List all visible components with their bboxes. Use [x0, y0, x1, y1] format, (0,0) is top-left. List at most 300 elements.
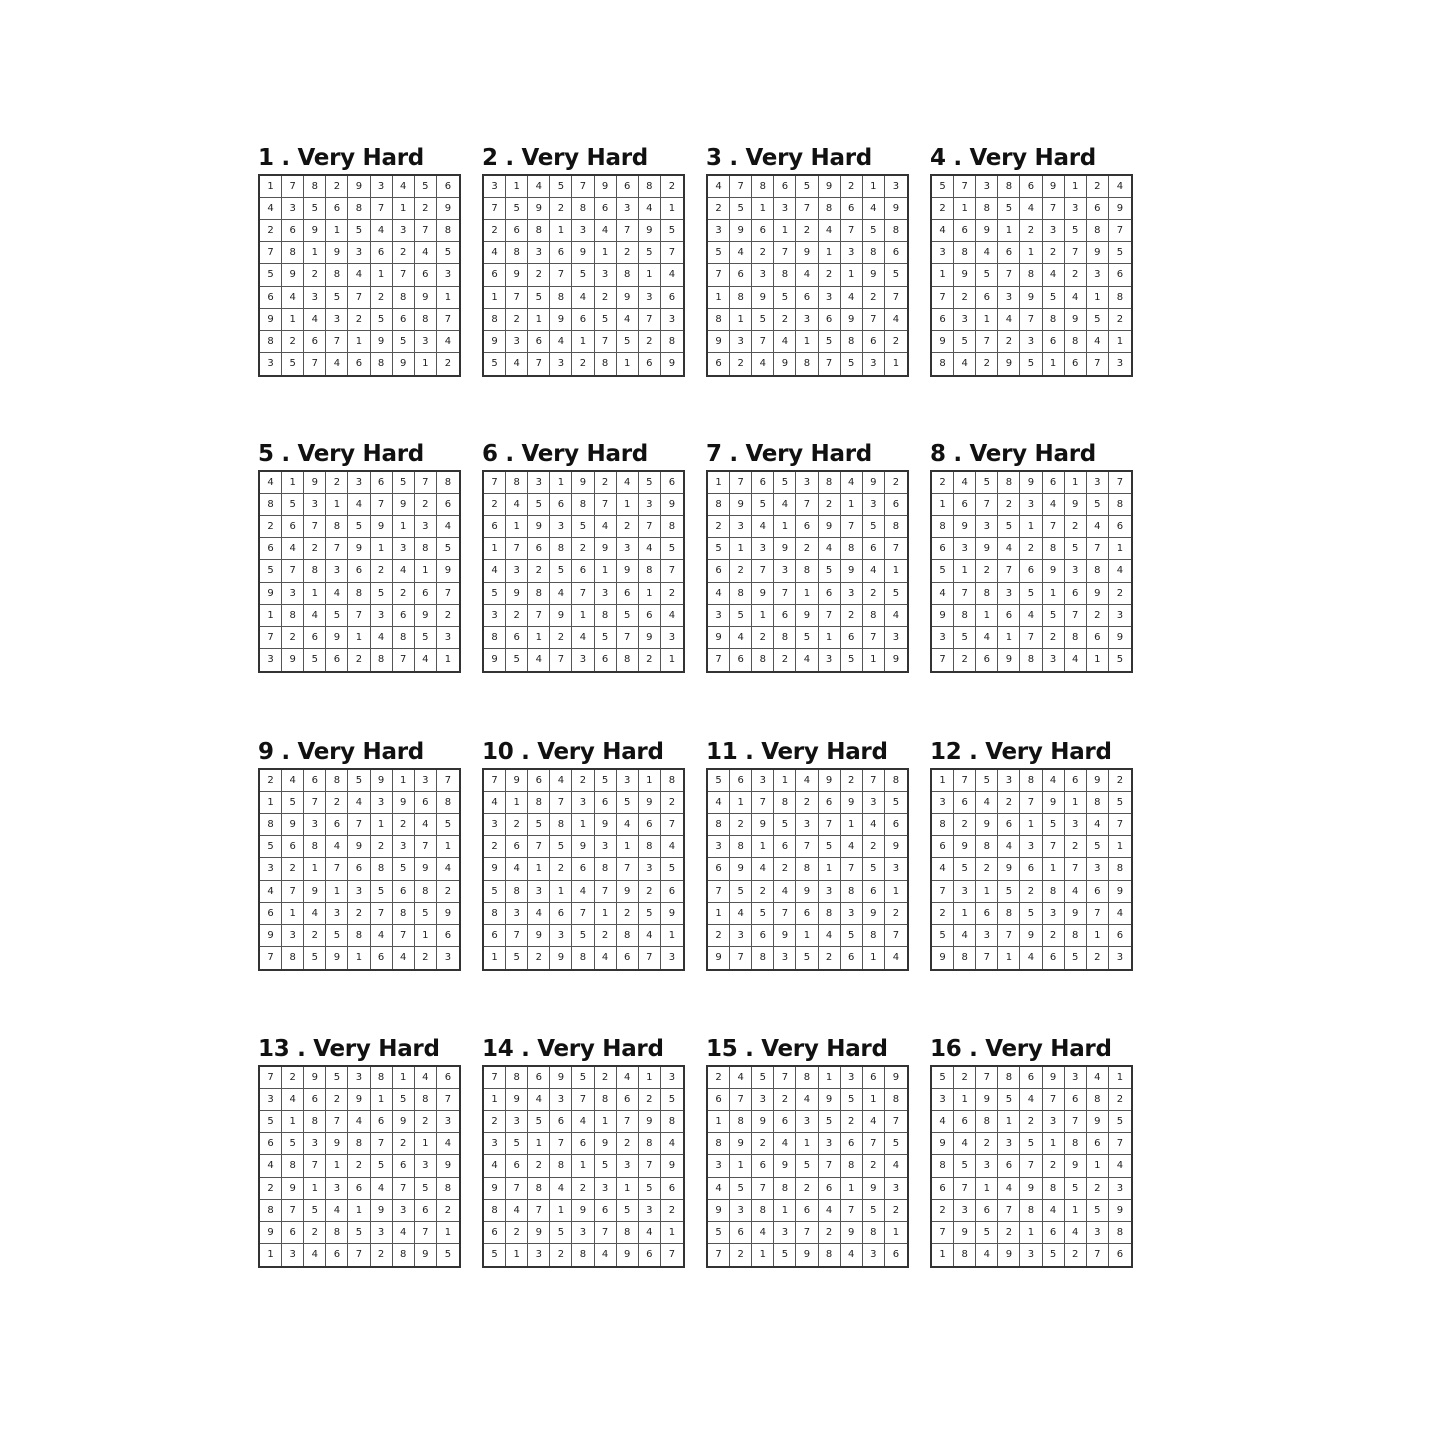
- grid-cell: 3: [484, 605, 506, 627]
- grid-cell: 8: [572, 947, 594, 969]
- grid-cell: 3: [819, 649, 841, 671]
- grid-cell: 4: [282, 770, 304, 792]
- grid-cell: 8: [572, 198, 594, 220]
- grid-cell: 4: [326, 583, 348, 605]
- grid-cell: 2: [819, 494, 841, 516]
- grid-cell: 2: [1109, 583, 1131, 605]
- grid-cell: 8: [550, 287, 572, 309]
- grid-cell: 8: [661, 770, 683, 792]
- grid-cell: 5: [885, 264, 907, 286]
- grid-cell: 8: [796, 1067, 818, 1089]
- grid-cell: 6: [708, 353, 730, 375]
- sudoku-puzzle-13: [258, 1035, 461, 1261]
- grid-cell: 7: [437, 583, 459, 605]
- grid-cell: 5: [506, 947, 528, 969]
- grid-cell: 9: [371, 516, 393, 538]
- grid-cell: 9: [528, 516, 550, 538]
- grid-cell: 3: [528, 881, 550, 903]
- grid-cell: 2: [1065, 1244, 1087, 1266]
- grid-cell: 7: [998, 264, 1020, 286]
- grid-cell: 3: [932, 627, 954, 649]
- grid-cell: 5: [708, 242, 730, 264]
- grid-cell: 4: [661, 836, 683, 858]
- grid-cell: 7: [1109, 1133, 1131, 1155]
- grid-cell: 5: [415, 627, 437, 649]
- grid-cell: 5: [506, 198, 528, 220]
- grid-cell: 6: [393, 881, 415, 903]
- grid-cell: 2: [730, 1244, 752, 1266]
- grid-cell: 9: [730, 858, 752, 880]
- grid-cell: 2: [885, 903, 907, 925]
- grid-cell: 8: [841, 538, 863, 560]
- grid-cell: 3: [1065, 198, 1087, 220]
- grid-cell: 3: [304, 1133, 326, 1155]
- grid-cell: 2: [1020, 881, 1042, 903]
- grid-cell: 6: [932, 309, 954, 331]
- grid-cell: 9: [437, 903, 459, 925]
- grid-cell: 7: [774, 242, 796, 264]
- grid-cell: 7: [998, 925, 1020, 947]
- puzzle-title: 7 . Very Hard: [706, 441, 872, 467]
- grid-cell: 7: [617, 1111, 639, 1133]
- grid-cell: 7: [437, 309, 459, 331]
- grid-cell: 1: [617, 1178, 639, 1200]
- grid-cell: 2: [841, 770, 863, 792]
- grid-cell: 7: [304, 353, 326, 375]
- grid-cell: 8: [260, 814, 282, 836]
- grid-cell: 1: [304, 242, 326, 264]
- grid-cell: 6: [954, 792, 976, 814]
- grid-cell: 9: [1087, 583, 1109, 605]
- grid-cell: 7: [885, 1111, 907, 1133]
- grid-cell: 2: [506, 814, 528, 836]
- grid-cell: 6: [1087, 881, 1109, 903]
- grid-cell: 6: [976, 287, 998, 309]
- grid-cell: 4: [954, 353, 976, 375]
- grid-cell: 4: [708, 792, 730, 814]
- grid-cell: 2: [752, 1133, 774, 1155]
- sudoku-puzzle-9: [258, 738, 461, 964]
- grid-cell: 3: [841, 242, 863, 264]
- grid-cell: 4: [1020, 198, 1042, 220]
- grid-cell: 5: [1087, 1200, 1109, 1222]
- grid-cell: 1: [393, 1067, 415, 1089]
- grid-cell: 3: [1020, 331, 1042, 353]
- grid-cell: 2: [595, 925, 617, 947]
- grid-cell: 4: [976, 627, 998, 649]
- grid-cell: 4: [304, 309, 326, 331]
- grid-cell: 6: [506, 836, 528, 858]
- grid-cell: 5: [617, 331, 639, 353]
- grid-cell: 5: [932, 176, 954, 198]
- grid-cell: 2: [932, 472, 954, 494]
- grid-cell: 6: [528, 770, 550, 792]
- grid-cell: 1: [892, 358, 900, 370]
- grid-cell: 5: [708, 538, 730, 560]
- grid-cell: 8: [774, 264, 796, 286]
- grid-cell: 3: [282, 198, 304, 220]
- grid-cell: 7: [1043, 516, 1065, 538]
- grid-cell: 8: [260, 494, 282, 516]
- grid-cell: 6: [371, 1111, 393, 1133]
- grid-cell: 6: [752, 220, 774, 242]
- grid-cell: 9: [348, 176, 370, 198]
- grid-cell: 6: [752, 1155, 774, 1177]
- grid-cell: 8: [708, 309, 730, 331]
- grid-cell: 6: [1109, 516, 1131, 538]
- grid-cell: 6: [437, 1067, 459, 1089]
- grid-cell: 6: [1065, 353, 1087, 375]
- grid-cell: 4: [976, 242, 998, 264]
- grid-cell: 5: [1043, 287, 1065, 309]
- grid-cell: 2: [885, 331, 907, 353]
- grid-cell: 8: [998, 176, 1020, 198]
- grid-cell: 8: [863, 925, 885, 947]
- grid-cell: 7: [572, 176, 594, 198]
- grid-cell: 9: [885, 1067, 907, 1089]
- grid-cell: 6: [796, 516, 818, 538]
- grid-cell: 7: [954, 583, 976, 605]
- grid-cell: 5: [796, 176, 818, 198]
- grid-cell: 3: [841, 903, 863, 925]
- grid-cell: 4: [976, 1244, 998, 1266]
- grid-cell: 6: [550, 1111, 572, 1133]
- grid-cell: 1: [774, 770, 796, 792]
- grid-cell: 7: [617, 627, 639, 649]
- grid-cell: 8: [1043, 538, 1065, 560]
- grid-cell: 4: [304, 903, 326, 925]
- grid-cell: 5: [954, 1155, 976, 1177]
- sudoku-grid: [482, 470, 685, 673]
- grid-cell: 1: [506, 792, 528, 814]
- sudoku-puzzle-7: [706, 440, 909, 666]
- grid-cell: 2: [572, 353, 594, 375]
- grid-cell: 5: [819, 1111, 841, 1133]
- grid-cell: 2: [528, 1155, 550, 1177]
- grid-cell: 8: [954, 242, 976, 264]
- grid-cell: 1: [661, 198, 683, 220]
- sudoku-grid: [482, 174, 685, 377]
- grid-cell: 4: [863, 198, 885, 220]
- grid-cell: 2: [863, 1155, 885, 1177]
- grid-cell: 1: [484, 1089, 506, 1111]
- grid-cell: 2: [1087, 947, 1109, 969]
- grid-cell: 7: [841, 516, 863, 538]
- grid-cell: 7: [639, 947, 661, 969]
- grid-cell: 4: [348, 264, 370, 286]
- grid-cell: 6: [595, 792, 617, 814]
- grid-cell: 7: [260, 627, 282, 649]
- grid-cell: 4: [437, 516, 459, 538]
- grid-cell: 6: [1065, 583, 1087, 605]
- grid-cell: 5: [617, 1200, 639, 1222]
- grid-cell: 1: [550, 220, 572, 242]
- grid-cell: 1: [885, 881, 907, 903]
- grid-cell: 1: [708, 472, 730, 494]
- grid-cell: 9: [348, 1089, 370, 1111]
- grid-cell: 2: [1087, 1178, 1109, 1200]
- grid-cell: 7: [708, 1244, 730, 1266]
- grid-cell: 4: [796, 649, 818, 671]
- grid-cell: 1: [1043, 1133, 1065, 1155]
- grid-cell: 9: [550, 1067, 572, 1089]
- grid-cell: 9: [796, 881, 818, 903]
- grid-cell: 2: [415, 1111, 437, 1133]
- grid-cell: 1: [708, 903, 730, 925]
- grid-cell: 7: [932, 649, 954, 671]
- grid-cell: 4: [528, 176, 550, 198]
- grid-cell: 7: [885, 538, 907, 560]
- grid-cell: 7: [863, 1133, 885, 1155]
- grid-cell: 8: [1087, 1089, 1109, 1111]
- grid-cell: 8: [326, 516, 348, 538]
- grid-cell: 8: [572, 1244, 594, 1266]
- grid-cell: 5: [819, 560, 841, 582]
- grid-cell: 2: [752, 881, 774, 903]
- grid-cell: 4: [708, 176, 730, 198]
- grid-cell: 1: [371, 1089, 393, 1111]
- grid-cell: 7: [1020, 627, 1042, 649]
- grid-cell: 3: [282, 583, 304, 605]
- grid-cell: 9: [282, 649, 304, 671]
- grid-cell: 4: [954, 925, 976, 947]
- grid-cell: 9: [437, 560, 459, 582]
- grid-cell: 2: [1109, 1089, 1131, 1111]
- grid-cell: 9: [841, 792, 863, 814]
- grid-cell: 5: [304, 649, 326, 671]
- grid-cell: 7: [730, 947, 752, 969]
- grid-cell: 5: [437, 242, 459, 264]
- grid-cell: 2: [752, 627, 774, 649]
- grid-cell: 1: [1087, 287, 1109, 309]
- grid-cell: 1: [932, 264, 954, 286]
- grid-cell: 5: [796, 947, 818, 969]
- grid-cell: 2: [393, 242, 415, 264]
- grid-cell: 4: [550, 331, 572, 353]
- grid-cell: 6: [371, 472, 393, 494]
- sudoku-puzzle-11: [706, 738, 909, 964]
- grid-cell: 5: [976, 770, 998, 792]
- grid-cell: 3: [595, 264, 617, 286]
- grid-cell: 5: [1065, 220, 1087, 242]
- grid-cell: 1: [595, 242, 617, 264]
- grid-cell: 4: [506, 494, 528, 516]
- grid-cell: 5: [1087, 309, 1109, 331]
- grid-cell: 7: [528, 353, 550, 375]
- grid-cell: 1: [976, 309, 998, 331]
- grid-cell: 2: [819, 947, 841, 969]
- grid-cell: 9: [796, 242, 818, 264]
- grid-cell: 6: [796, 903, 818, 925]
- grid-cell: 7: [484, 198, 506, 220]
- grid-cell: 7: [348, 814, 370, 836]
- grid-cell: 1: [1020, 242, 1042, 264]
- grid-cell: 3: [506, 903, 528, 925]
- sudoku-grid: [706, 470, 909, 673]
- grid-cell: 5: [885, 1133, 907, 1155]
- grid-cell: 9: [1043, 560, 1065, 582]
- sudoku-puzzle-15: [706, 1035, 909, 1261]
- grid-cell: 9: [393, 353, 415, 375]
- grid-cell: 4: [550, 583, 572, 605]
- grid-cell: 8: [774, 627, 796, 649]
- puzzle-title: 11 . Very Hard: [706, 739, 888, 765]
- grid-cell: 9: [976, 1089, 998, 1111]
- grid-cell: 1: [282, 472, 304, 494]
- grid-cell: 1: [348, 331, 370, 353]
- grid-cell: 1: [1065, 176, 1087, 198]
- grid-cell: 5: [506, 649, 528, 671]
- grid-cell: 8: [326, 264, 348, 286]
- grid-cell: 6: [282, 220, 304, 242]
- grid-cell: 1: [415, 560, 437, 582]
- grid-cell: 7: [393, 264, 415, 286]
- grid-cell: 2: [998, 331, 1020, 353]
- grid-cell: 1: [668, 654, 676, 666]
- grid-cell: 7: [484, 472, 506, 494]
- grid-cell: 9: [976, 220, 998, 242]
- grid-cell: 8: [752, 1200, 774, 1222]
- grid-cell: 7: [668, 1249, 676, 1261]
- grid-cell: 2: [437, 1200, 459, 1222]
- puzzle-title: 4 . Very Hard: [930, 145, 1096, 171]
- grid-cell: 7: [819, 814, 841, 836]
- grid-cell: 3: [371, 176, 393, 198]
- grid-cell: 6: [863, 331, 885, 353]
- grid-cell: 9: [796, 605, 818, 627]
- grid-cell: 7: [708, 264, 730, 286]
- grid-cell: 5: [617, 605, 639, 627]
- grid-cell: 5: [752, 494, 774, 516]
- grid-cell: 4: [774, 331, 796, 353]
- grid-cell: 7: [639, 1155, 661, 1177]
- grid-cell: 3: [617, 1155, 639, 1177]
- grid-cell: 1: [885, 560, 907, 582]
- grid-cell: 4: [595, 947, 617, 969]
- grid-cell: 2: [819, 264, 841, 286]
- grid-cell: 1: [304, 583, 326, 605]
- grid-cell: 2: [304, 264, 326, 286]
- grid-cell: 4: [506, 353, 528, 375]
- grid-cell: 6: [326, 1244, 348, 1266]
- grid-cell: 5: [1065, 947, 1087, 969]
- grid-cell: 2: [976, 1133, 998, 1155]
- grid-cell: 1: [595, 903, 617, 925]
- grid-cell: 5: [639, 242, 661, 264]
- grid-cell: 6: [661, 1178, 683, 1200]
- grid-cell: 3: [774, 198, 796, 220]
- grid-cell: 2: [260, 516, 282, 538]
- grid-cell: 5: [841, 1089, 863, 1111]
- sudoku-grid: [482, 1065, 685, 1268]
- grid-cell: 3: [1116, 952, 1124, 964]
- sudoku-puzzle-14: [482, 1035, 685, 1261]
- grid-cell: 6: [595, 198, 617, 220]
- grid-cell: 3: [1065, 1067, 1087, 1089]
- grid-cell: 4: [998, 1178, 1020, 1200]
- grid-cell: 9: [661, 494, 683, 516]
- grid-cell: 9: [819, 176, 841, 198]
- grid-cell: 6: [932, 538, 954, 560]
- grid-cell: 8: [393, 287, 415, 309]
- grid-cell: 2: [437, 605, 459, 627]
- grid-cell: 8: [260, 1200, 282, 1222]
- grid-cell: 2: [661, 176, 683, 198]
- grid-cell: 4: [1020, 605, 1042, 627]
- grid-cell: 2: [661, 1200, 683, 1222]
- grid-cell: 6: [1020, 560, 1042, 582]
- grid-cell: 9: [304, 1067, 326, 1089]
- grid-cell: 2: [976, 858, 998, 880]
- grid-cell: 9: [617, 287, 639, 309]
- grid-cell: 9: [932, 331, 954, 353]
- grid-cell: 9: [841, 1222, 863, 1244]
- grid-cell: 5: [348, 220, 370, 242]
- grid-cell: 4: [506, 1200, 528, 1222]
- grid-cell: 7: [326, 538, 348, 560]
- grid-cell: 3: [932, 792, 954, 814]
- grid-cell: 2: [371, 1244, 393, 1266]
- grid-cell: 2: [371, 560, 393, 582]
- grid-cell: 6: [841, 627, 863, 649]
- grid-cell: 6: [506, 1155, 528, 1177]
- grid-cell: 9: [437, 1155, 459, 1177]
- grid-cell: 2: [1087, 605, 1109, 627]
- grid-cell: 4: [639, 1222, 661, 1244]
- grid-cell: 2: [1043, 925, 1065, 947]
- grid-cell: 7: [1109, 220, 1131, 242]
- grid-cell: 9: [932, 1133, 954, 1155]
- grid-cell: 1: [932, 770, 954, 792]
- grid-cell: 6: [371, 242, 393, 264]
- grid-cell: 8: [932, 516, 954, 538]
- grid-cell: 7: [796, 494, 818, 516]
- grid-cell: 4: [371, 925, 393, 947]
- grid-cell: 1: [1043, 858, 1065, 880]
- grid-cell: 3: [1020, 836, 1042, 858]
- grid-cell: 3: [819, 881, 841, 903]
- grid-cell: 1: [506, 516, 528, 538]
- grid-cell: 4: [841, 472, 863, 494]
- grid-cell: 6: [595, 649, 617, 671]
- grid-cell: 9: [1065, 309, 1087, 331]
- grid-cell: 3: [260, 1089, 282, 1111]
- grid-cell: 8: [730, 287, 752, 309]
- grid-cell: 7: [954, 1178, 976, 1200]
- grid-cell: 1: [550, 1200, 572, 1222]
- grid-cell: 8: [304, 176, 326, 198]
- grid-cell: 6: [1109, 925, 1131, 947]
- grid-cell: 1: [1065, 472, 1087, 494]
- grid-cell: 4: [819, 220, 841, 242]
- grid-cell: 5: [617, 792, 639, 814]
- grid-cell: 1: [954, 903, 976, 925]
- grid-cell: 6: [639, 1244, 661, 1266]
- grid-cell: 6: [617, 583, 639, 605]
- grid-cell: 5: [393, 472, 415, 494]
- puzzle-title: 10 . Very Hard: [482, 739, 664, 765]
- grid-cell: 4: [393, 176, 415, 198]
- grid-cell: 9: [371, 331, 393, 353]
- puzzle-title: 8 . Very Hard: [930, 441, 1096, 467]
- grid-cell: 9: [668, 358, 676, 370]
- grid-cell: 4: [371, 1178, 393, 1200]
- grid-cell: 2: [444, 358, 452, 370]
- grid-cell: 1: [437, 287, 459, 309]
- grid-cell: 6: [326, 814, 348, 836]
- grid-cell: 3: [550, 516, 572, 538]
- grid-cell: 9: [415, 287, 437, 309]
